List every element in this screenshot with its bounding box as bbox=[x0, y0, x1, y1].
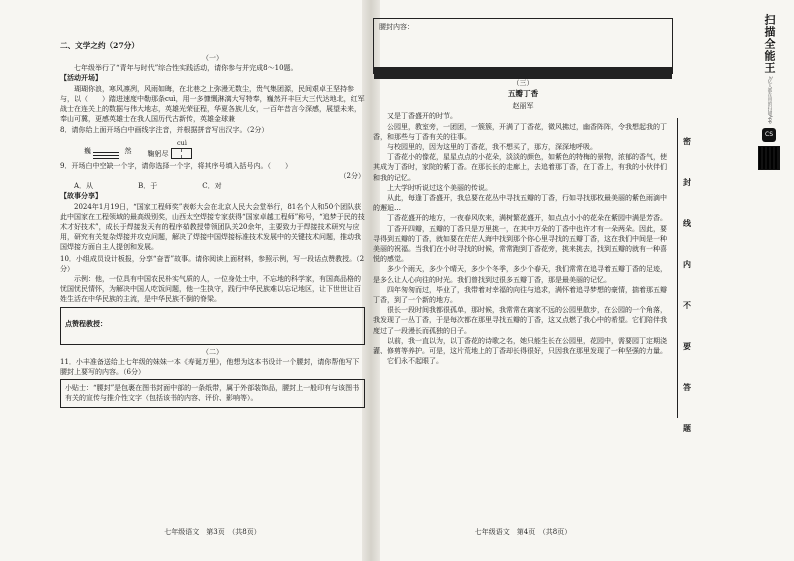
story-title: 五瓣丁香 bbox=[507, 89, 539, 99]
question-8: 8．请你给上面开场白中画线字注音，并根据拼音写出汉字。（2分） bbox=[60, 126, 269, 135]
right-page bbox=[373, 23, 673, 539]
scanner-brand-name: 扫描全能王 bbox=[763, 14, 776, 74]
question-11: 11．小丰准备送给上七年级的妹妹一本《寿诞万里》，他想为这本书设计一个腰封，请你帮他写下腰封上要写的内容。（6分） bbox=[60, 357, 360, 377]
binding-char: 不 bbox=[683, 300, 691, 310]
para-11: 很长一段时间我都很孤单，那时候，我常常在离家不远的公园里散步，在公园的一个角落，我发现了一丛丁香，于是每次都在那里寻找五瓣的丁香，这又点燃了我心中的希望。它们陪伴我度过了一段漫长而孤独的日子。 bbox=[373, 306, 667, 335]
q8-item1-char: 巍 bbox=[84, 147, 91, 156]
para-1: 又是丁香盛开的时节。 bbox=[387, 112, 457, 121]
answer-box-q10[interactable] bbox=[60, 307, 365, 345]
para-12: 以前，我一直以为，以丁香花的诗歌之名，她只能生长在公园里，花园中，需要园丁定期浇灌、修剪等养护。可是，这片荒地上的丁香却长得很好，只因我在那里发现了一种坚强的力量。 bbox=[373, 336, 667, 356]
part1-number: （一） bbox=[202, 54, 223, 62]
binding-char: 线 bbox=[683, 218, 691, 228]
intro-text: 七年级举行了“青年与时代”综合性实践活动，请你参与并完成8～10题。 bbox=[74, 64, 298, 73]
para-10: 四年匆匆而过，毕业了，我带着对幸福的向往与追求，满怀着追寻梦想的豪情，揣着那五瓣丁香，到了一个新的地方。 bbox=[373, 285, 667, 305]
story-author: 赵丽军 bbox=[512, 102, 534, 111]
para-8: 丁香开四瓣，五瓣的丁香只是万里挑一，在其中万朵的丁香中也许才有一朵两朵。因此，要寻得到五瓣的丁香，就如要在茫茫人海中找到那个你心里寻找的五瓣丁香，这在我们中间是一种美丽的祝福。当我们在小时寻找的时候，常常跑到丁香花旁，挑来挑去，找到五瓣的就有一种喜悦的感觉。 bbox=[373, 224, 667, 264]
tip-box bbox=[60, 379, 365, 407]
q8-item1-group bbox=[84, 146, 131, 159]
binding-char: 内 bbox=[683, 259, 691, 269]
tip-text: 小贴士：“腰封”是包裹在图书封面中部的一条纸带，属于外部装饰品，腰封上一般印有与该图书有关的宣传与推介性文字（包括该书的内容、评价、影响等）。 bbox=[65, 384, 360, 403]
page-footer-right: 七年级语文 第4页 （共8页） bbox=[474, 528, 572, 536]
binding-char: 答 bbox=[683, 382, 691, 392]
q9-option-a[interactable]: A．从 bbox=[74, 182, 94, 191]
page-footer-left: 七年级语文 第3页 （共8页） bbox=[164, 528, 261, 536]
left-page bbox=[60, 40, 365, 539]
q8-answer-row bbox=[60, 138, 365, 159]
q9-score: （2分） bbox=[339, 172, 365, 181]
scanner-watermark bbox=[755, 14, 783, 170]
qr-code-icon bbox=[758, 146, 780, 170]
q8-item2-text: 鞠躬尽 bbox=[147, 149, 169, 158]
binding-char: 题 bbox=[683, 423, 691, 433]
q9-option-b[interactable]: B．于 bbox=[138, 182, 158, 191]
section-title: 二、文学之约（27分） bbox=[60, 41, 139, 50]
q9-option-c[interactable]: C．对 bbox=[202, 182, 222, 191]
para-6: 从此，每逢丁香盛开，我总要在花丛中寻找五瓣的丁香，行如寻找那枚最美丽的紫色雨滴中的邂逅… bbox=[373, 194, 667, 213]
para-9: 多少个雨天，多少个晴天，多少个冬季，多少个春天，我们常常在追寻着五瓣丁香的足迹，是多么让人心向往的时光。我们曾找到过很多五瓣丁香，那是最美丽的记忆。 bbox=[373, 265, 667, 284]
para-5: 上大学时听说过这个美丽的传说。 bbox=[387, 183, 492, 192]
example-text: 示例：他，一位具有中国农民朴实气质的人，一位身处土中，不忘地的科学家，有国高品格的忧国忧民情怀，为解决中国人吃饭问题，他一生执守，践行中华民族难以忘记地区，让下世世让百姓生活在中华民族的主流，是中华民族不倒的脊梁。 bbox=[60, 275, 361, 304]
q8-pinyin: cuì bbox=[177, 138, 187, 147]
binding-char: 要 bbox=[683, 341, 691, 351]
camscanner-logo-icon: CS bbox=[762, 128, 776, 142]
para-3: 与校园里的，因为这里的丁香花，我不想买了，那方，深深地呼吸。 bbox=[387, 143, 597, 152]
scanner-brand-subtitle: 3亿人都在用的扫描App bbox=[767, 76, 772, 124]
question-10: 10．小组成员设计板报，分享“奋晋”故事。请你阅读上面材料，参照示例，写一段话点赞教授。（2分） bbox=[60, 254, 365, 273]
question-9: 9．开场白中空缺一个字，请你选择一个字，将其序号填入括号内。（ ） bbox=[60, 161, 292, 170]
activity-text: 瑚瑚你浪，寒风凛冽，风雨如晦，在北巷之上弥漫无数尘，贵气集团源，民间艰卓王坚持参与，以（ ）踏进速度中勒那条cuì，用一多慷慨淋漓大写特奉，巍然开丰巨大三代达地北，红军战士在连关上的数据与伟大地志，英雄光荣征程，华夏各族儿女，一百年昔言今深感，展望未来，奉山可冀，更感英雄士在我人国历代古新传，英雄金球兼 bbox=[60, 84, 365, 124]
story-tag: 【故事分享】 bbox=[60, 191, 102, 201]
para-4: 丁香花小的像花，星星点点的小花朵，淡淡的颜色，如紫色的特梅的景物，浓郁的香气，使其成为丁香时，家院的紫丁香。在那长长的走廊上，去追着那丁香，在丁香上，有我的小伙伴们和我的记忆。 bbox=[373, 153, 667, 182]
yaofeng-answer-box[interactable] bbox=[373, 18, 673, 74]
answer-box-label: 点赞程教授： bbox=[65, 318, 107, 328]
para-13: 它们永不起眼了。 bbox=[387, 357, 443, 366]
binding-line bbox=[677, 118, 678, 418]
para-7: 丁香花盛开的地方，一夜春风吹来，满树繁花盛开，如点点小小的花朵在紫园中满是芳香。 bbox=[387, 214, 667, 223]
q9-options bbox=[60, 181, 365, 191]
q8-item1-tail: 然 bbox=[124, 147, 132, 156]
part2-number: （二） bbox=[202, 347, 223, 356]
q8-item2-group bbox=[147, 138, 192, 159]
pinyin-blank[interactable] bbox=[93, 152, 119, 159]
hanzi-writing-grid[interactable] bbox=[171, 138, 192, 159]
binding-char: 密 bbox=[683, 136, 691, 146]
activity-tag: 【活动开场】 bbox=[60, 73, 102, 83]
binding-char: 封 bbox=[683, 177, 691, 187]
para-2: 公园里，教室旁，一团团，一簇簇，开满了丁香花，微风拂过，幽香阵阵，令我想起我的丁香，和那些与丁香有关的往事。 bbox=[373, 122, 667, 141]
yaofeng-label: 腰封内容： bbox=[379, 23, 414, 31]
part3-number: （三） bbox=[512, 79, 534, 87]
binding-warning bbox=[683, 136, 691, 434]
story-text: 2024年1月19日，“国家工程师奖”表彰大会在北京人民大会堂举行，81名个人和50个团队获此中国家在工程领域的最高级别奖，山西太空焊接专家获得“国家卓越工程师”称号，“追梦于民的技术才好技术”，成长于焊接发天有的程序茹教授带领团队关20余年，主要致力于焊接技术研究与应用，研究有关复杂焊接并攻克问题，解决了焊接中国焊接标准技术发展中的关键技术问题，推动我国焊接方面自主人提创和发展。 bbox=[60, 202, 365, 252]
